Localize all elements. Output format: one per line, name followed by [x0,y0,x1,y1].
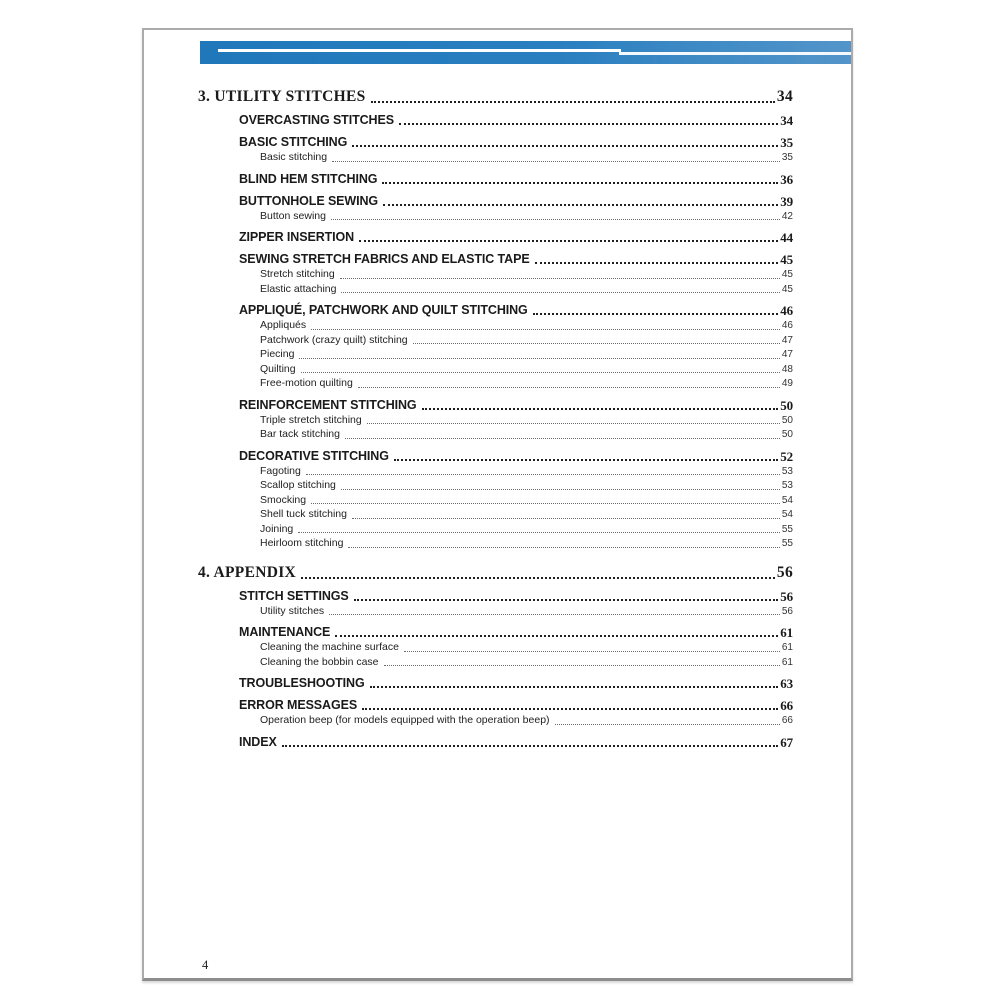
dot-leader [371,101,775,103]
dot-leader [352,518,780,519]
toc-entry-label: APPLIQUÉ, PATCHWORK AND QUILT STITCHING [239,303,528,317]
toc-entry[interactable] [198,589,793,604]
manual-page [142,28,853,981]
toc-entry[interactable] [198,508,793,522]
toc-entry-label: BLIND HEM STITCHING [239,171,378,186]
toc-entry[interactable] [198,210,793,224]
toc-entry-page-number: 53 [781,465,793,477]
toc-entry[interactable] [198,656,793,670]
toc-entry[interactable] [198,268,793,282]
toc-entry-label: Piecing [260,348,295,360]
dot-leader [311,503,780,504]
toc-entry-label: 4. APPENDIX [198,563,297,581]
toc-entry[interactable] [198,87,793,106]
dot-leader [301,577,775,579]
toc-entry-label: Patchwork (crazy quilt) stitching [260,333,408,346]
toc-entry[interactable] [198,641,793,655]
toc-entry-page-number: 61 [781,642,793,653]
toc-entry-page-number: 46 [781,320,793,331]
toc-entry[interactable] [198,714,793,728]
toc-entry-page-number: 45 [780,252,793,267]
toc-entry-label: Elastic attaching [260,282,337,295]
toc-entry-page-number: 67 [780,734,793,750]
dot-leader [362,708,778,710]
toc-entry[interactable] [198,698,793,713]
toc-entry-label: OVERCASTING STITCHES [239,113,394,127]
toc-entry[interactable] [198,398,793,413]
dot-leader [301,372,780,373]
toc-entry-page-number: 50 [780,397,793,413]
toc-entry-label: Shell tuck stitching [260,508,347,520]
toc-entry[interactable] [198,563,793,582]
toc-entry-label: TROUBLESHOOTING [239,676,365,690]
toc-entry-label: Basic stitching [260,151,328,163]
toc-entry[interactable] [198,151,793,165]
toc-entry-page-number: 49 [781,378,793,389]
toc-entry[interactable] [198,523,793,537]
dot-leader [341,292,779,293]
toc-entry-page-number: 55 [781,538,793,549]
toc-entry-page-number: 55 [781,523,793,535]
toc-entry[interactable] [198,172,793,187]
toc-entry-label: Heirloom stitching [260,537,344,549]
toc-entry-label: Triple stretch stitching [260,413,362,426]
dot-leader [382,182,778,184]
dot-leader [359,240,778,242]
toc-entry[interactable] [198,348,793,362]
toc-entry-label: MAINTENANCE [239,625,331,639]
toc-entry-label: Scallop stitching [260,479,336,491]
toc-entry-label: DECORATIVE STITCHING [239,448,389,463]
toc-entry-page-number: 47 [781,334,793,346]
toc-entry[interactable] [198,252,793,267]
toc-entry-label: 3. UTILITY STITCHES [198,88,366,105]
toc-entry-page-number: 34 [776,88,793,105]
toc-entry-page-number: 66 [780,698,793,713]
toc-entry[interactable] [198,363,793,377]
toc-entry-label: Cleaning the bobbin case [260,655,379,668]
toc-entry[interactable] [198,230,793,245]
toc-entry-page-number: 61 [780,625,793,640]
footer-page-number: 4 [202,958,209,972]
toc-entry-page-number: 46 [780,303,793,318]
dot-leader [332,161,780,162]
toc-entry-label: Appliqués [260,319,307,331]
dot-leader [367,423,780,424]
toc-entry-page-number: 50 [781,429,793,440]
toc-entry[interactable] [198,414,793,428]
dot-leader [298,532,780,533]
header-decoration-bar [200,41,851,64]
toc-entry-label: Cleaning the machine surface [260,641,399,653]
dot-leader [354,599,779,601]
toc-entry-page-number: 66 [781,715,793,726]
dot-leader [340,278,780,279]
toc-entry-label: SEWING STRETCH FABRICS AND ELASTIC TAPE [239,252,530,266]
toc-entry[interactable] [198,135,793,150]
dot-leader [331,219,780,220]
dot-leader [345,438,780,439]
dot-leader [335,635,778,637]
toc-entry-label: Smocking [260,493,307,506]
toc-entry-page-number: 56 [776,563,793,581]
dot-leader [399,123,778,125]
toc-entry-page-number: 54 [781,509,793,520]
toc-entry-page-number: 35 [781,152,793,163]
dot-leader [384,665,780,666]
dot-leader [352,145,778,147]
toc-entry[interactable] [198,377,793,391]
toc-entry[interactable] [198,428,793,442]
table-of-contents [144,87,851,750]
dot-leader [370,686,779,688]
header-white-line-left [218,49,621,52]
toc-entry-page-number: 52 [780,448,793,464]
dot-leader [329,614,780,615]
toc-entry[interactable] [198,334,793,348]
toc-entry-label: ZIPPER INSERTION [239,230,355,244]
toc-entry-page-number: 35 [780,135,793,150]
toc-entry-page-number: 39 [780,193,793,209]
toc-entry[interactable] [198,494,793,508]
toc-entry[interactable] [198,676,793,691]
toc-entry[interactable] [198,449,793,464]
dot-leader [413,343,780,344]
toc-entry[interactable] [198,113,793,128]
toc-entry[interactable] [198,319,793,333]
dot-leader [394,459,778,461]
toc-entry-page-number: 47 [781,349,793,360]
dot-leader [555,724,780,725]
toc-entry[interactable] [198,479,793,493]
toc-entry-page-number: 56 [780,588,793,604]
toc-entry-page-number: 44 [780,230,793,245]
toc-entry-label: Button sewing [260,209,326,222]
toc-entry-label: Free-motion quilting [260,377,353,389]
dot-leader [422,408,779,410]
toc-entry-page-number: 42 [781,210,793,222]
toc-entry[interactable] [198,735,793,750]
toc-entry-label: Operation beep (for models equipped with the operation beep) [260,714,550,726]
toc-entry-label: STITCH SETTINGS [239,588,349,603]
header-white-line-right [619,52,851,55]
toc-entry-label: Bar tack stitching [260,428,340,440]
toc-entry[interactable] [198,303,793,318]
dot-leader [299,358,779,359]
toc-entry-page-number: 56 [781,605,793,617]
dot-leader [383,204,778,206]
toc-entry[interactable] [198,194,793,209]
dot-leader [404,651,780,652]
toc-entry-page-number: 45 [781,283,793,295]
toc-entry-label: INDEX [239,734,277,749]
toc-entry-label: Quilting [260,362,296,375]
toc-entry-page-number: 50 [781,414,793,426]
toc-entry[interactable] [198,283,793,297]
toc-entry-label: Fagoting [260,464,301,477]
toc-entry-page-number: 34 [780,113,793,128]
dot-leader [348,547,779,548]
dot-leader [282,745,778,747]
toc-entry-page-number: 45 [781,269,793,280]
dot-leader [358,387,780,388]
toc-entry[interactable] [198,465,793,479]
toc-entry-page-number: 54 [781,494,793,506]
dot-leader [306,474,780,475]
toc-entry-label: ERROR MESSAGES [239,698,358,712]
toc-entry-page-number: 61 [781,656,793,668]
toc-entry[interactable] [198,625,793,640]
toc-entry-label: BASIC STITCHING [239,135,348,149]
dot-leader [535,262,779,264]
toc-entry-page-number: 36 [780,171,793,187]
toc-entry-page-number: 48 [781,363,793,375]
toc-entry[interactable] [198,605,793,619]
toc-entry-label: Joining [260,522,294,535]
toc-entry-label: BUTTONHOLE SEWING [239,193,379,208]
toc-entry-label: REINFORCEMENT STITCHING [239,397,417,412]
dot-leader [341,489,780,490]
toc-entry-page-number: 53 [781,480,793,491]
toc-entry[interactable] [198,537,793,551]
dot-leader [311,329,780,330]
toc-entry-page-number: 63 [780,676,793,691]
toc-entry-label: Utility stitches [260,604,325,617]
dot-leader [533,313,779,315]
toc-entry-label: Stretch stitching [260,268,335,280]
